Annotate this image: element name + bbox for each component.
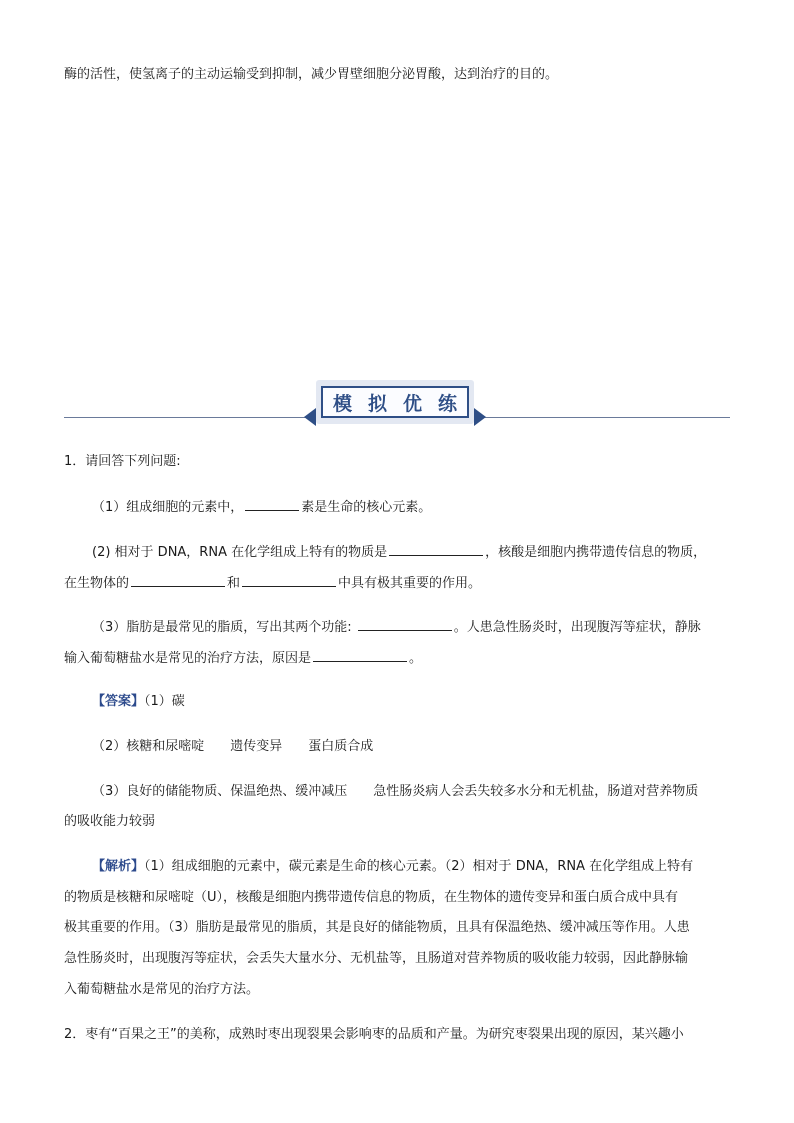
- question-1-part-2-line-1: (2) 相对于 DNA，RNA 在化学组成上特有的物质是 ，核酸是细胞内携带遗传信息的物质，: [92, 545, 707, 560]
- analysis-line-5: 入葡萄糖盐水是常见的治疗方法。: [64, 982, 260, 997]
- intro-text: 酶的活性，使氢离子的主动运输受到抑制，减少胃壁细胞分泌胃酸，达到治疗的目的。: [64, 67, 559, 82]
- question-2-text: 2．枣有“百果之王”的美称，成熟时枣出现裂果会影响枣的品质和产量。为研究枣裂果出现的原因，某兴趣小: [64, 1027, 684, 1042]
- question-1-title: 1．请回答下列问题:: [64, 454, 181, 469]
- section-title-char: 练: [437, 392, 457, 415]
- badge-ribbon-left: [304, 408, 316, 426]
- answer-blank[interactable]: [389, 543, 483, 556]
- answer-blank[interactable]: [131, 574, 225, 587]
- question-1-part-3-line-1: （3）脂肪是最常见的脂质，写出其两个功能: 。人患急性肠炎时，出现腹泻等症状，静脉: [92, 620, 701, 635]
- analysis-tag: 【解析】: [92, 859, 145, 874]
- section-title: [321, 386, 469, 418]
- section-header: [64, 380, 730, 428]
- analysis-line-2: 的物质是核糖和尿嘧啶（U），核酸是细胞内携带遗传信息的物质，在生物体的遗传变异和蛋白质合成中具有: [64, 890, 679, 905]
- answer-line-3: （3）良好的储能物质、保温绝热、缓冲减压 急性肠炎病人会丢失较多水分和无机盐，肠道对营养物质: [92, 784, 699, 799]
- section-title-char: 优: [402, 392, 422, 415]
- question-1-part-2-line-2: 在生物体的 和 中具有极其重要的作用。: [64, 576, 482, 591]
- section-title-char: 模: [333, 392, 353, 415]
- badge-ribbon-right: [474, 408, 486, 426]
- answer-blank[interactable]: [242, 574, 336, 587]
- answer-tag: 【答案】: [92, 694, 145, 709]
- section-badge: [316, 380, 474, 424]
- answer-line-3-cont: 的吸收能力较弱: [64, 814, 156, 829]
- answer-line-1: 【答案】（1）碳: [92, 694, 185, 709]
- analysis-line-4: 急性肠炎时，出现腹泻等症状，会丢失大量水分、无机盐等，且肠道对营养物质的吸收能力较弱，因此静脉输: [64, 951, 689, 966]
- answer-blank[interactable]: [245, 498, 299, 511]
- analysis-line-1: 【解析】（1）组成细胞的元素中，碳元素是生命的核心元素。（2）相对于 DNA，RNA 在化学组成上特有: [92, 859, 694, 874]
- question-1-part-3-line-2: 输入葡萄糖盐水是常见的治疗方法，原因是 。: [64, 651, 423, 666]
- section-title-char: 拟: [367, 392, 387, 415]
- answer-blank[interactable]: [313, 649, 407, 662]
- answer-line-2: （2）核糖和尿嘧啶 遗传变异 蛋白质合成: [92, 739, 374, 754]
- analysis-line-3: 极其重要的作用。（3）脂肪是最常见的脂质，其是良好的储能物质，且具有保温绝热、缓冲减压等作用。人患: [64, 920, 690, 935]
- question-1-part-1: （1）组成细胞的元素中， 素是生命的核心元素。: [92, 500, 432, 515]
- answer-blank[interactable]: [358, 618, 452, 631]
